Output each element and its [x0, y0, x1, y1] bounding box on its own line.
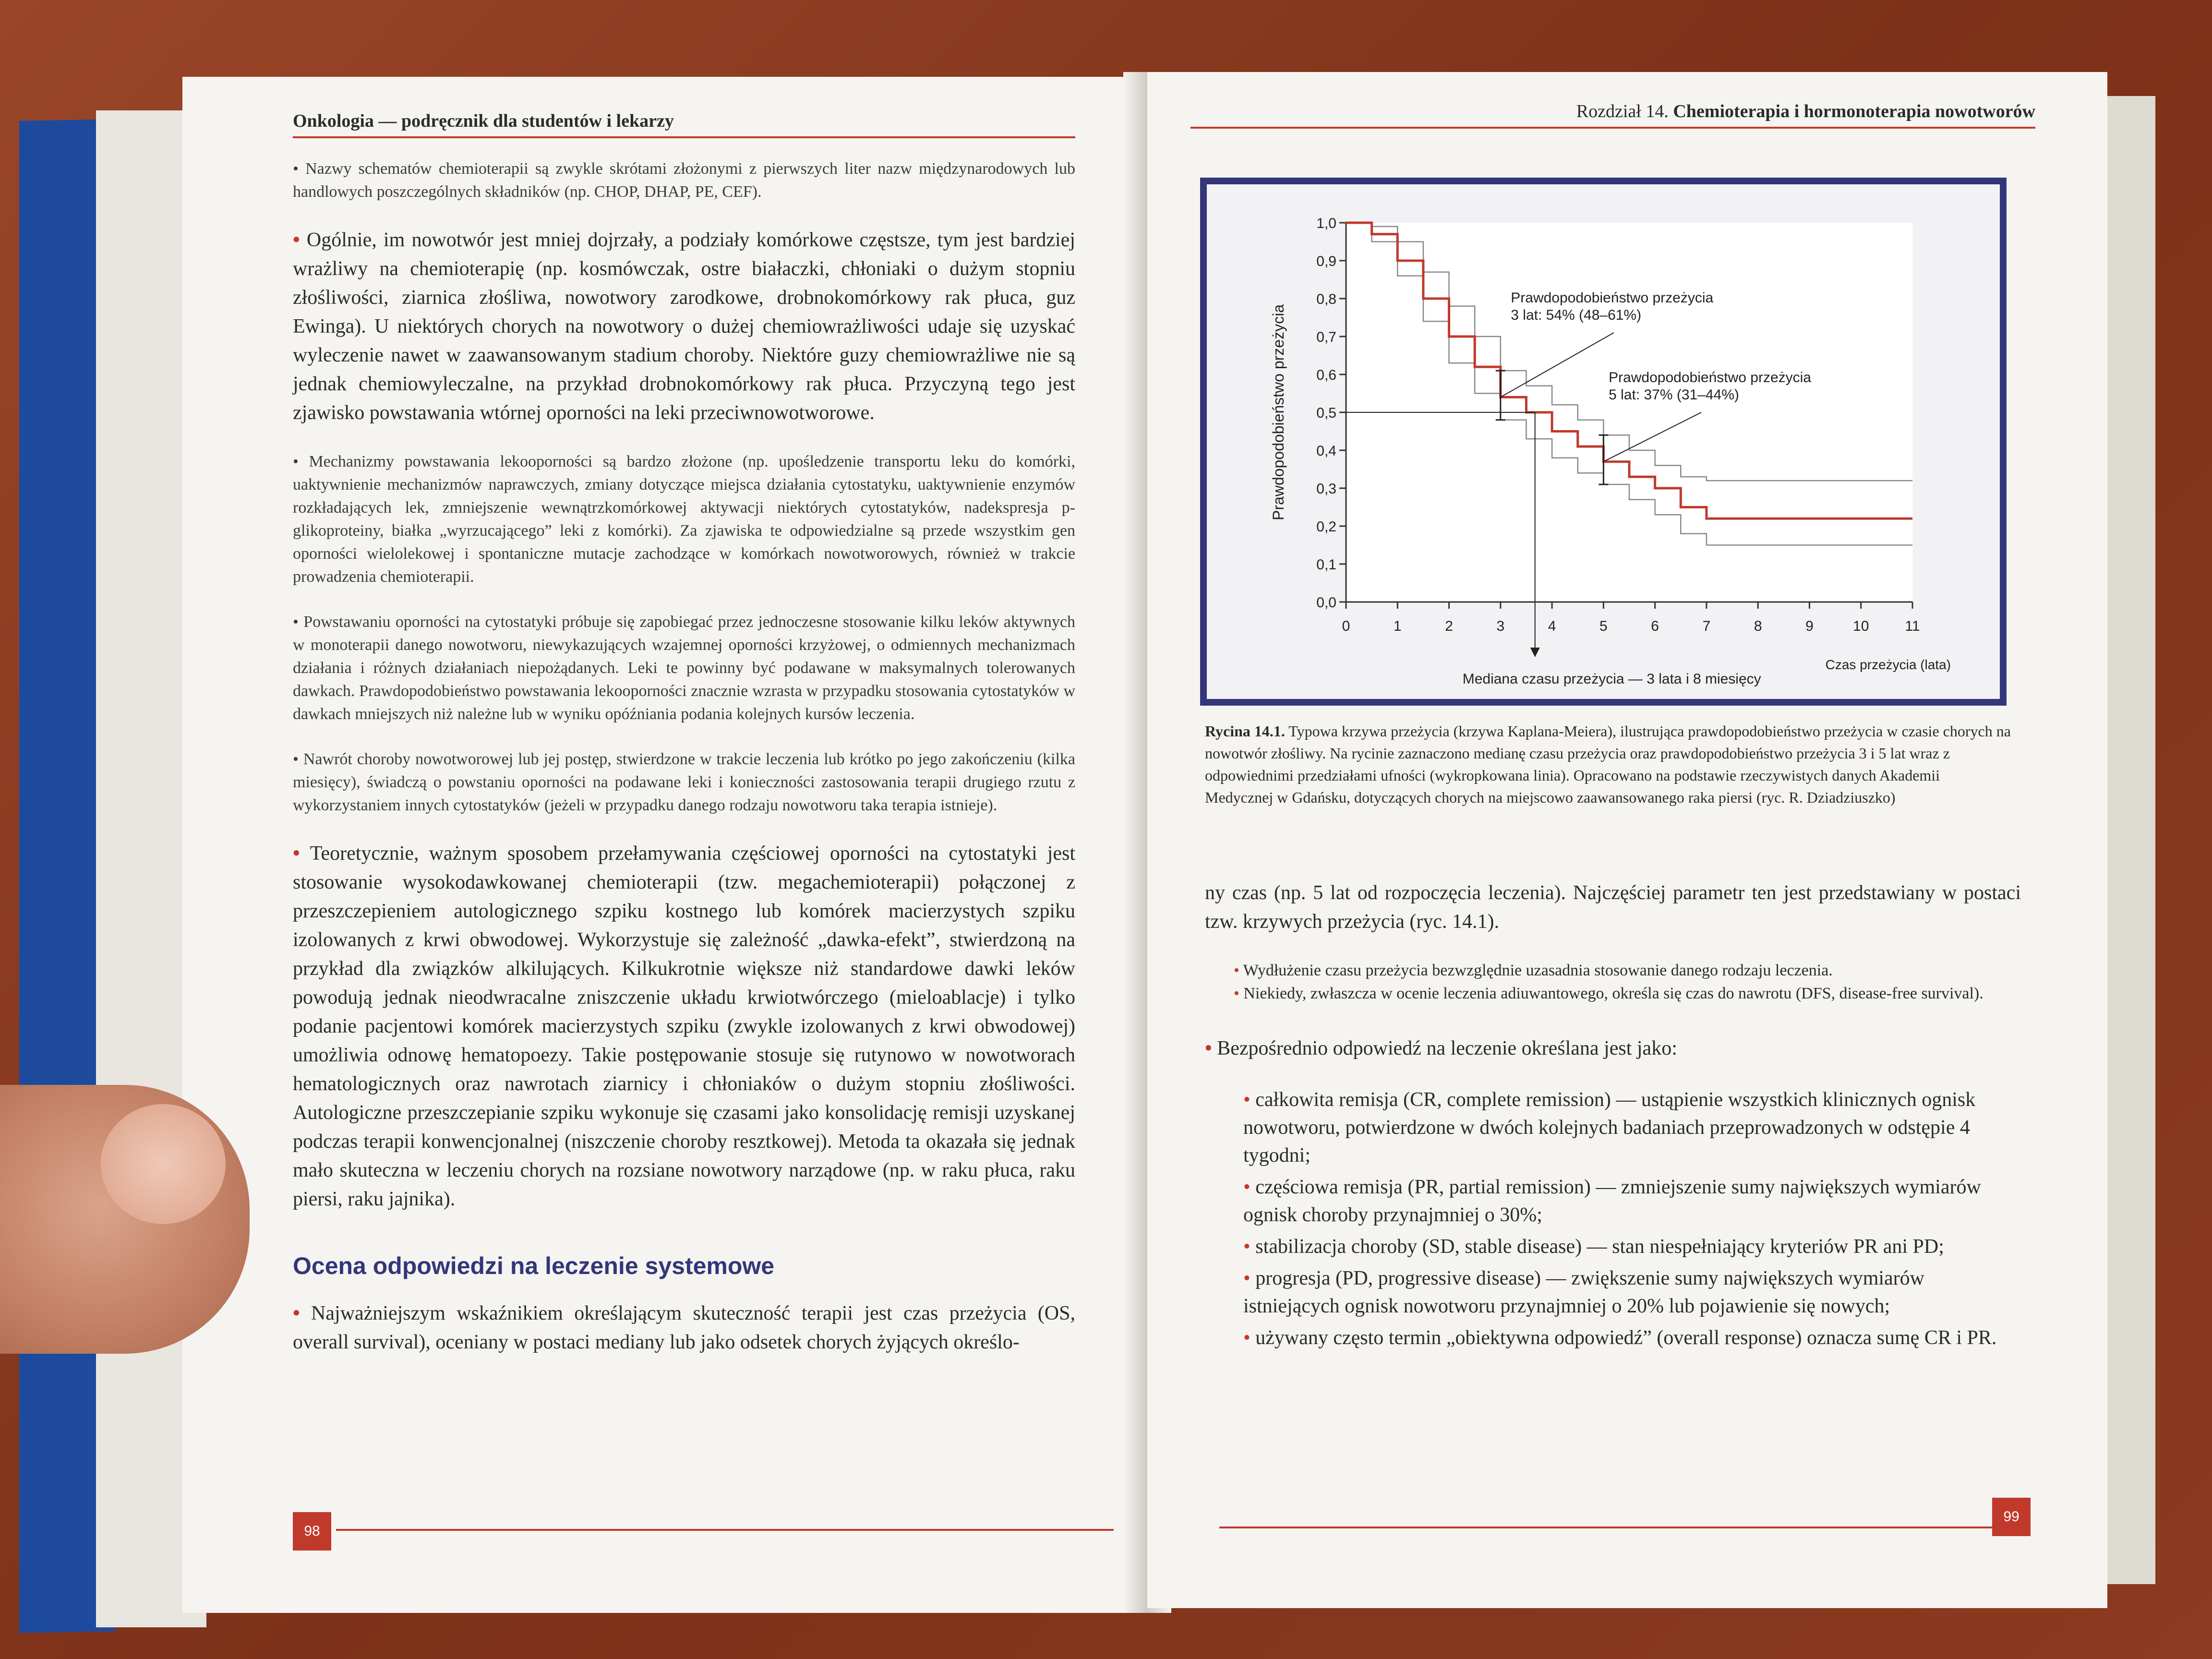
paragraph-nawrot: • Nawrót choroby nowotworowej lub jej postęp, stwierdzone w trakcie leczenia lub krótko po jego zakończeniu (kilka miesięcy), świadczą o powstaniu oporności na podawane leki i konieczności zastosowania terapii drugiego rzutu z wykorzystaniem innych cytostatyków (jeżeli w przypadku danego rodzaju nowotworu taka terapia istnieje).	[293, 750, 1075, 814]
y-tick-label: 0,8	[1316, 291, 1336, 307]
kaplan-meier-chart	[1207, 184, 2000, 699]
left-folio: 98	[293, 1512, 331, 1551]
paragraph-intro: ny czas (np. 5 lat od rozpoczęcia leczenia). Najczęściej parametr ten jest przedstawiany w postaci tzw. krzywych przeżycia (ryc. 14.1).	[1205, 882, 2021, 933]
median-arrow	[1530, 648, 1540, 657]
x-tick-label: 7	[1702, 618, 1711, 634]
annotation-line2: 5 lat: 37% (31–44%)	[1609, 386, 1739, 403]
bullet-marker: •	[293, 1302, 312, 1324]
definition-pd: • progresja (PD, progressive disease) — zwiększenie sumy największych wymiarów istniejących ognisk nowotworu przynajmniej o 20% lub pojawienie się nowych;	[1243, 1264, 2021, 1320]
x-tick-label: 8	[1754, 618, 1762, 634]
y-tick-label: 0,6	[1316, 367, 1336, 383]
page-stack-right	[2103, 96, 2155, 1584]
paragraph-zapobieganie: • Powstawaniu oporności na cytostatyki próbuje się zapobiegać przez jednoczesne stosowanie kilku leków aktywnych w monoterapii danego nowotworu, niewykazujących wzajemnej oporności krzyżowej, o odmiennych mechanizmach działania i różnych działaniach niepożądanych. Leki te powinny być podawane w maksymalnych tolerowanych dawkach. Prawdopodobieństwo powstawania lekooporności znacznie wzrasta w przypadku stosowania cytostatyków w dawkach mniejszych niż należne lub w wyniku opóźniania podania kolejnych kursów leczenia.	[293, 613, 1075, 723]
median-label: Mediana czasu przeżycia — 3 lata i 8 miesięcy	[1462, 671, 1761, 687]
survival-figure	[1200, 178, 2007, 706]
definitions-list	[1243, 1086, 2021, 1352]
definition-cr: • całkowita remisja (CR, complete remission) — ustąpienie wszystkich klinicznych ognisk nowotworu, potwierdzone w dwóch kolejnych badaniach przeprowadzonych w odstępie 4 tygodni;	[1243, 1086, 2021, 1169]
x-tick-label: 2	[1445, 618, 1453, 634]
y-tick-label: 0,2	[1316, 519, 1336, 535]
paragraph-response: • Bezpośrednio odpowiedź na leczenie określana jest jako:	[1205, 1037, 1677, 1059]
left-running-head: Onkologia — podręcznik dla studentów i lekarzy	[293, 111, 674, 131]
paragraph-schematy: • Nazwy schematów chemioterapii są zwykle skrótami złożonymi z pierwszych liter nazw międzynarodowych lub handlowych poszczególnych składników (np. CHOP, DHAP, PE, CEF).	[293, 160, 1075, 201]
x-tick-label: 0	[1342, 618, 1350, 634]
x-tick-label: 1	[1393, 618, 1402, 634]
section-title: Ocena odpowiedzi na leczenie systemowe	[293, 1252, 775, 1279]
note-item: • Niekiedy, zwłaszcza w ocenie leczenia adiuwantowego, określa się czas do nawrotu (DFS, disease-free survival).	[1234, 982, 2021, 1005]
paragraph-czas-przezycia: • Najważniejszym wskaźnikiem określającym skuteczność terapii jest czas przeżycia (OS, overall survival), oceniany w postaci mediany lub jako odsetek chorych żyjących określo-	[293, 1302, 1075, 1353]
x-tick-label: 3	[1496, 618, 1505, 634]
figure-panel	[1207, 184, 2000, 699]
definition-pr: • częściowa remisja (PR, partial remission) — zmniejszenie sumy największych wymiarów ognisk choroby przynajmniej o 30%;	[1243, 1173, 2021, 1229]
paragraph-mechanizmy: • Mechanizmy powstawania lekooporności są bardzo złożone (np. upośledzenie transportu leku do komórki, uaktywnienie mechanizmów naprawczych, zmiany dotyczące miejsca działania cytostatyku, uaktywnienie enzymów rozkładających lek, zmniejszenie wewnątrzkomórkowej aktywacji niektórych cytostatyków, nadekspresja p-glikoproteiny, białka „wyrzucającego” leki z komórki). Za zjawiska te odpowiedzialne są przede wszystkim gen oporności wielolekowej i spontaniczne mutacje zachodzące w komórkach nowotworowych, również w trakcie prowadzenia chemioterapii.	[293, 453, 1075, 586]
x-axis-label: Czas przeżycia (lata)	[1825, 657, 1951, 672]
annotation-line1: Prawdopodobieństwo przeżycia	[1511, 289, 1714, 306]
notes-list	[1234, 959, 2021, 1005]
x-tick-label: 5	[1599, 618, 1608, 634]
thumb-nail	[101, 1104, 226, 1224]
definition-sd: • stabilizacja choroby (SD, stable disease) — stan niespełniający kryteriów PR ani PD;	[1243, 1233, 2021, 1261]
y-tick-label: 0,0	[1316, 595, 1336, 611]
annotation-line2: 3 lat: 54% (48–61%)	[1511, 307, 1642, 323]
y-axis-label: Prawdopodobieństwo przeżycia	[1270, 304, 1287, 521]
y-tick-label: 0,9	[1316, 253, 1336, 269]
bullet-marker: •	[1205, 1037, 1217, 1059]
right-footer-rule	[1219, 1527, 1997, 1528]
x-tick-label: 6	[1651, 618, 1659, 634]
annotation-line1: Prawdopodobieństwo przeżycia	[1609, 369, 1811, 385]
note-item: • Wydłużenie czasu przeżycia bezwzględnie uzasadnia stosowanie danego rodzaju leczenia.	[1234, 959, 2021, 982]
x-tick-label: 11	[1905, 618, 1920, 634]
right-folio: 99	[1992, 1498, 2031, 1536]
left-head-rule	[293, 136, 1075, 138]
right-head-rule	[1190, 127, 2035, 129]
paragraph-megachemioterapia: • Teoretycznie, ważnym sposobem przełamywania częściowej oporności na cytostatyki jest stosowanie wysokodawkowanej chemioterapii (tzw. megachemioterapii) połączonej z przeszczepieniem autologicznego szpiku kostnego lub komórek macierzystych szpiku izolowanych z krwi obwodowej. Wykorzystuje się zależność „dawka-efekt”, stwierdzoną na przykład dla związków alkilujących. Kilkukrotnie większe niż standardowe dawki leków powodują jednak nieodwracalne zniszczenie układu krwiotwórczego (mieloablacje) i tylko podanie pacjentowi komórek macierzystych szpiku (zwykle izolowanych z krwi obwodowej) umożliwia odnowę hematopoezy. Takie postępowanie stosuje się rutynowo w nowotworach hematologicznych oraz nawrotach ziarnicy i chłoniaków o dużym stopniu złośliwości. Autologiczne przeszczepianie szpiku wykonuje się czasami jako konsolidację remisji uzyskanej podczas terapii konwencjonalnej (niszczenie choroby resztkowej). Metoda ta okazała się jednak mało skuteczna w leczeniu chorych na rozsiane nowotwory narządowe (np. w raku płuca, raku piersi, raku jajnika).	[293, 842, 1075, 1210]
paragraph-wrazliwosc: • Ogólnie, im nowotwór jest mniej dojrzały, a podziały komórkowe częstsze, tym jest bardziej wrażliwy na chemioterapię (np. kosmówczak, ostre białaczki, chłoniaki o dużym stopniu złośliwości, ziarnica złośliwa, nowotwory zarodkowe, drobnokomórkowy rak płuca, guz Ewinga). U niektórych chorych na nowotwory o dużej chemiowrażliwości udaje się uzyskać wyleczenie nawet w zaawansowanym stadium choroby. Niektóre guzy chemiowrażliwe nie są jednak chemiowyleczalne, na przykład drobnokomórkowy rak płuca. Przyczyną tego jest zjawisko powstawania wtórnej oporności na leki przeciwnowotworowe.	[293, 229, 1075, 424]
bullet-marker: •	[293, 842, 310, 865]
y-tick-label: 0,1	[1316, 557, 1336, 573]
x-tick-label: 9	[1805, 618, 1814, 634]
y-tick-label: 0,5	[1316, 405, 1336, 421]
y-tick-label: 0,4	[1316, 443, 1336, 459]
figure-caption: Rycina 14.1. Typowa krzywa przeżycia (krzywa Kaplana-Meiera), ilustrująca prawdopodobieństwo przeżycia w czasie chorych na nowotwór złośliwy. Na rycinie zaznaczono medianę czasu przeżycia oraz prawdopodobieństwo przeżycia 3 i 5 lat wraz z odpowiednimi przedziałami ufności (wykropkowana linia). Opracowano na podstawie rzeczywistych danych Akademii Medycznej w Gdańsku, dotyczących chorych na miejscowo zaawansowanego raka piersi (ryc. R. Dziadziuszko)	[1205, 722, 2011, 806]
bullet-marker: •	[293, 229, 307, 251]
right-running-head: Rozdział 14. Chemioterapia i hormonoterapia nowotworów	[1576, 101, 2035, 121]
definition-or: • używany często termin „obiektywna odpowiedź” (overall response) oznacza sumę CR i PR.	[1243, 1324, 2021, 1352]
x-tick-label: 4	[1548, 618, 1556, 634]
y-tick-label: 0,7	[1316, 329, 1336, 345]
x-tick-label: 10	[1853, 618, 1869, 634]
right-page	[1147, 72, 2107, 1608]
y-tick-label: 0,3	[1316, 481, 1336, 497]
right-body	[1205, 878, 2021, 1356]
y-tick-label: 1,0	[1316, 216, 1336, 231]
left-footer-rule	[336, 1529, 1114, 1531]
left-page	[182, 77, 1147, 1613]
